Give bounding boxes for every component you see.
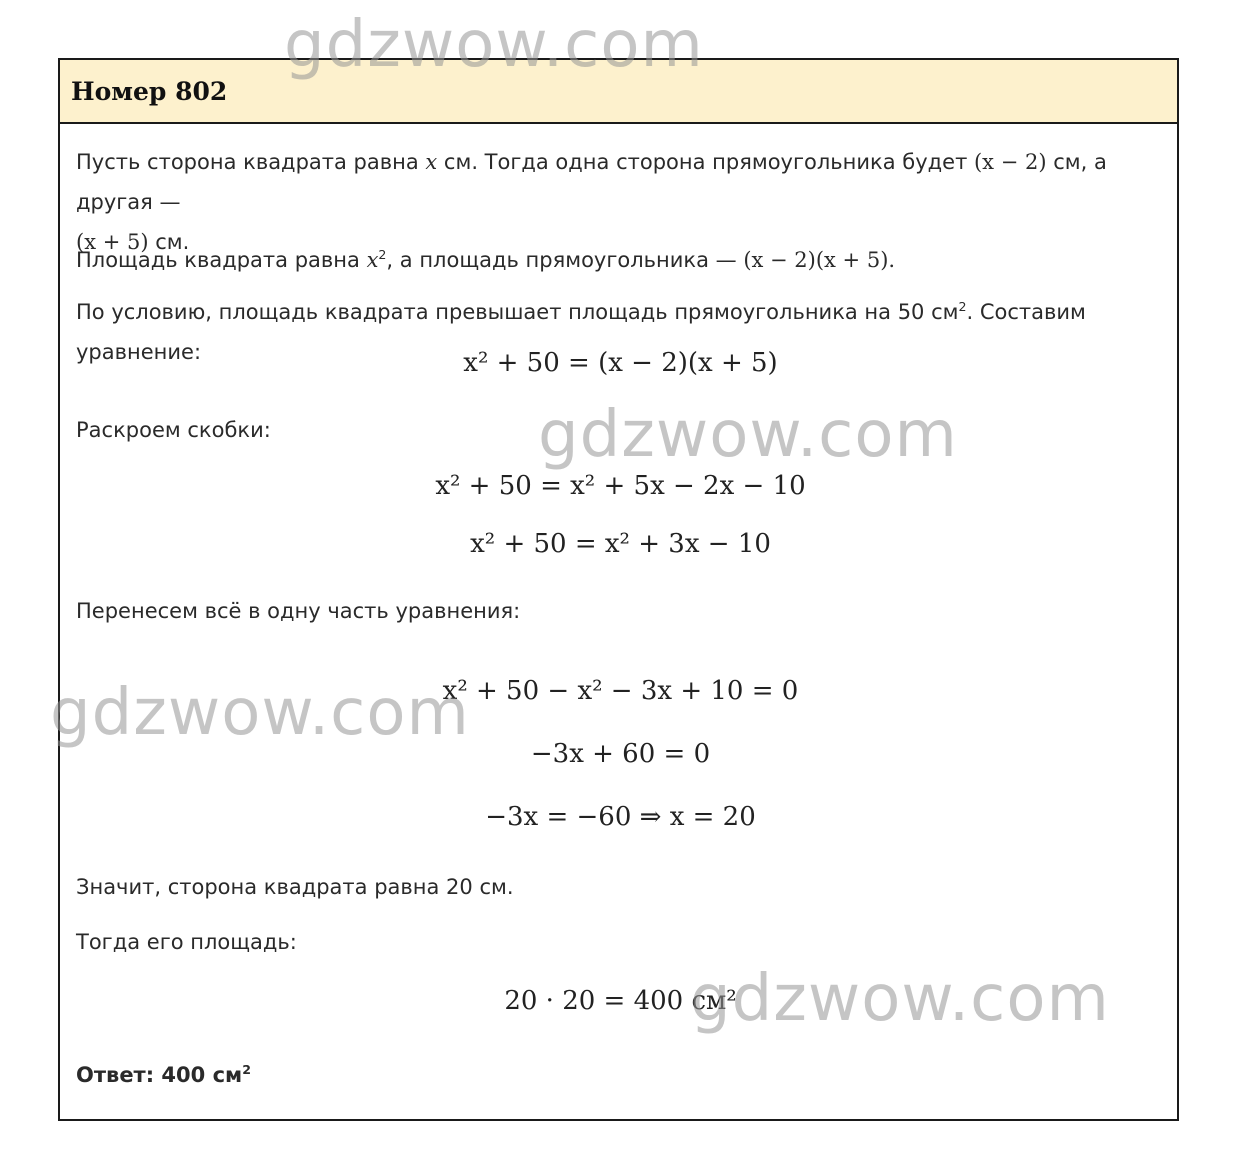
answer-text: Ответ: 400 см [76, 1063, 243, 1087]
superscript: 2 [378, 247, 387, 262]
paragraph-7: Тогда его площадь: [76, 930, 297, 954]
math: x [366, 248, 379, 272]
equation-7: 20 · 20 = 400 см² [504, 986, 737, 1016]
paragraph-5: Перенесем всё в одну часть уравнения: [76, 599, 521, 623]
equation-1: x² + 50 = (x − 2)(x + 5) [463, 348, 778, 378]
superscript: 2 [958, 299, 967, 314]
paragraph-2 [76, 235, 895, 280]
equation-3: x² + 50 = x² + 3x − 10 [470, 529, 771, 559]
math: (x − 2) [973, 150, 1047, 174]
watermark: gdzwow.com [284, 8, 704, 82]
math: (x + 5) [76, 230, 149, 254]
text: см. Тогда одна сторона прямоугольника будет [437, 150, 974, 174]
text: По условию, площадь квадрата превышает площадь прямоугольника на 50 см [76, 300, 959, 324]
text: , а площадь прямоугольника — [386, 248, 744, 272]
watermark: gdzwow.com [690, 962, 1110, 1036]
superscript: 2 [242, 1062, 251, 1077]
paragraph-4: Раскроем скобки: [76, 418, 271, 442]
text: см, а другая — [76, 150, 1107, 214]
equation-5: −3x + 60 = 0 [530, 739, 711, 769]
solution-card [58, 58, 1179, 1121]
paragraph-6: Значит, сторона квадрата равна 20 см. [76, 875, 514, 899]
equation-6: −3x = −60 ⇒ x = 20 [485, 802, 756, 832]
text: . Составим уравнение: [76, 300, 1086, 364]
text: Площадь квадрата равна [76, 248, 367, 272]
equation-4: x² + 50 − x² − 3x + 10 = 0 [442, 676, 799, 706]
card-header [60, 60, 1177, 124]
problem-title: Номер 802 [71, 76, 228, 106]
text: см. [148, 230, 190, 254]
math: (x − 2)(x + 5). [743, 248, 896, 272]
watermark: gdzwow.com [50, 676, 470, 750]
watermark: gdzwow.com [538, 398, 958, 472]
text: Пусть сторона квадрата равна [76, 150, 426, 174]
math: x [425, 150, 438, 174]
answer [76, 1050, 251, 1095]
equation-2: x² + 50 = x² + 5x − 2x − 10 [435, 471, 806, 501]
